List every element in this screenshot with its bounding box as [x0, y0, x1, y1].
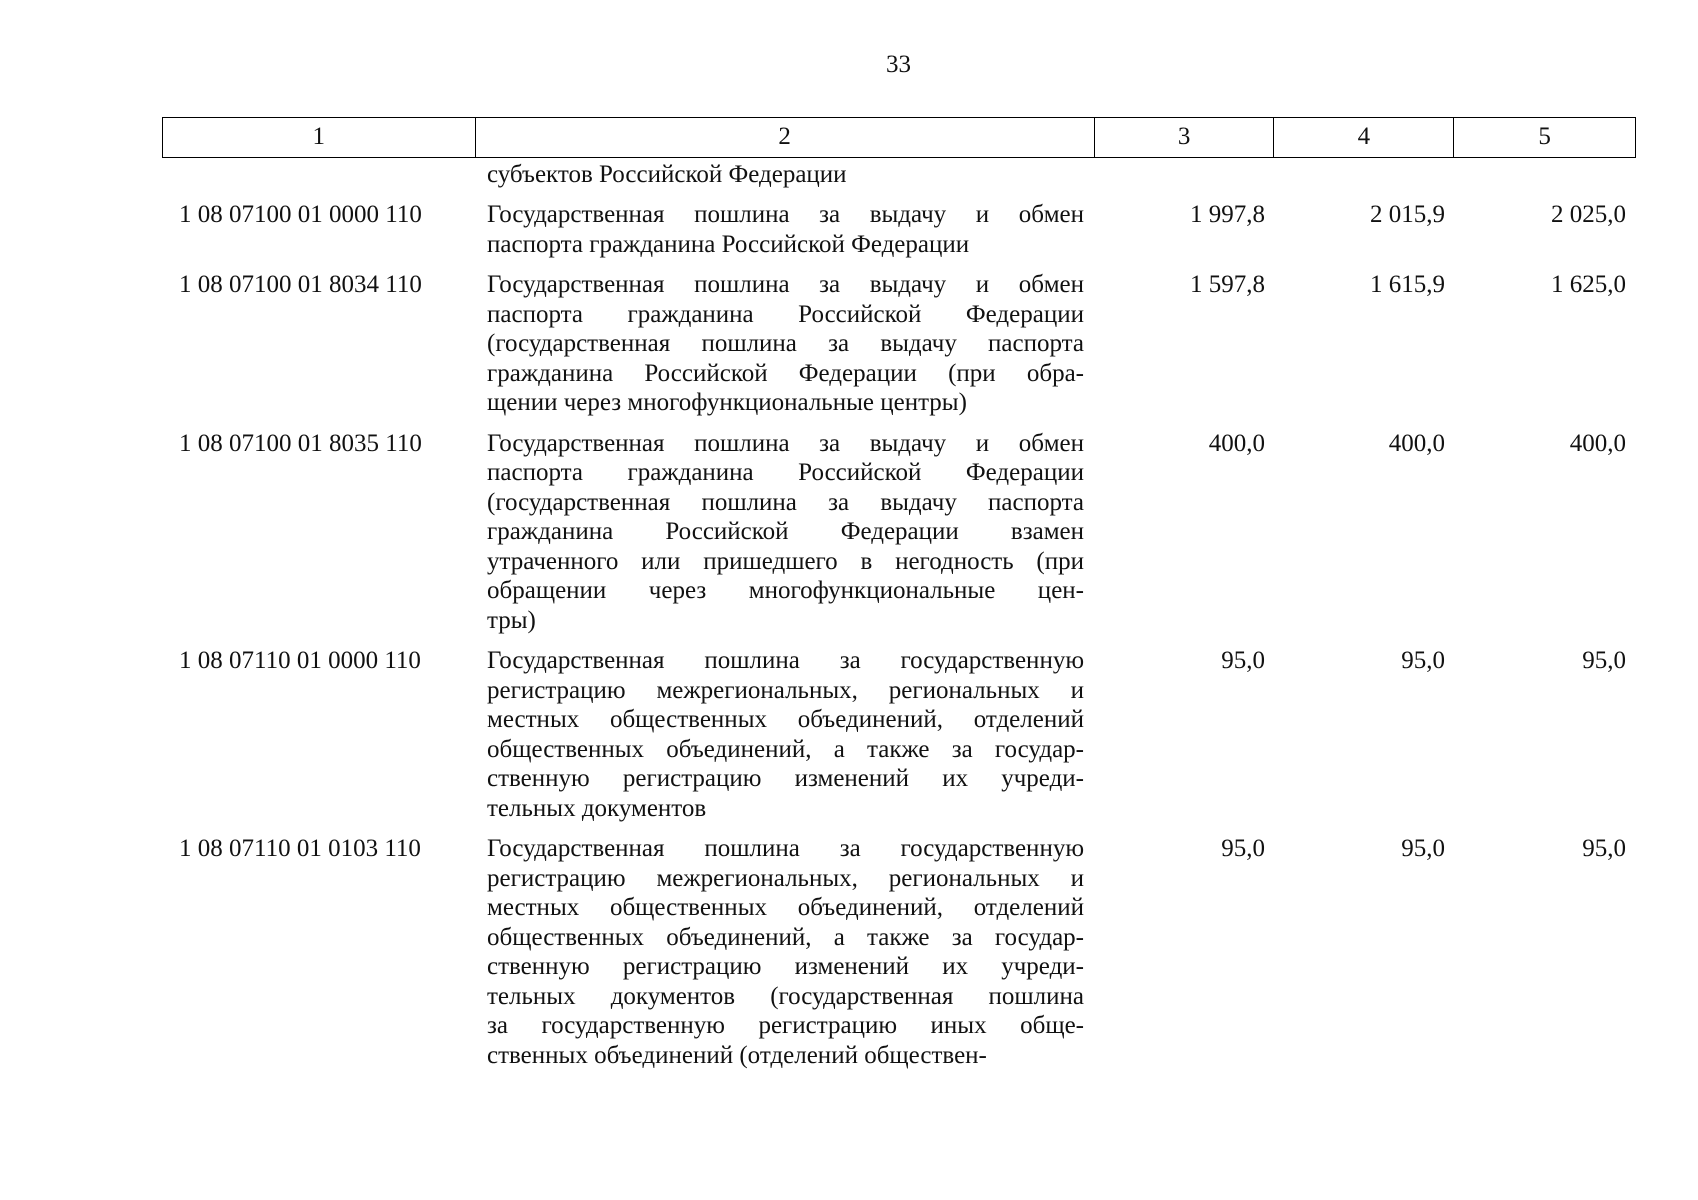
description-line: обращении через многофункциональные цен-	[487, 577, 1084, 604]
description-line: регистрацию межрегиональных, региональных и	[487, 676, 1084, 704]
table-row	[162, 200, 1636, 259]
description-line: Государственная пошлина за выдачу и обмен	[487, 271, 1084, 298]
budget-code: 1 08 07100 01 0000 110	[179, 201, 422, 228]
description-line: гражданина Российской Федерации (при обра-	[487, 359, 1084, 387]
description-line: местных общественных объединений, отделений	[487, 706, 1084, 733]
description-line: Государственная пошлина за государственную	[487, 835, 1084, 862]
description-line: тры)	[487, 606, 536, 634]
value-col-4: 2 015,9	[1370, 201, 1445, 228]
income-description	[475, 834, 1095, 1070]
value-col-4: 95,0	[1401, 647, 1445, 674]
description-line: местных общественных объединений, отделений	[487, 894, 1084, 921]
table-header	[162, 117, 1636, 158]
description-line: регистрацию межрегиональных, региональных и	[487, 864, 1084, 892]
value-col-5: 400,0	[1569, 429, 1626, 457]
value-col-5: 95,0	[1582, 647, 1626, 674]
value-col-3: 1 597,8	[1190, 271, 1265, 298]
description-line: общественных объединений, а также за государ-	[487, 923, 1084, 951]
description-line: щении через многофункциональные центры)	[487, 389, 967, 416]
value-col-4: 95,0	[1401, 835, 1445, 862]
budget-code: 1 08 07100 01 8035 110	[179, 429, 422, 457]
value-col-3: 95,0	[1221, 647, 1265, 674]
value-col-5: 1 625,0	[1551, 271, 1626, 298]
header-cell-4: 4	[1274, 118, 1454, 157]
value-col-3: 400,0	[1208, 429, 1265, 457]
description-line: за государственную регистрацию иных обще-	[487, 1012, 1084, 1039]
value-col-5: 95,0	[1582, 835, 1626, 862]
description-line: общественных объединений, а также за государ-	[487, 735, 1084, 763]
continuation-text: субъектов Российской Федерации	[487, 161, 847, 188]
description-line: Государственная пошлина за выдачу и обмен	[487, 429, 1084, 457]
description-line: паспорта гражданина Российской Федерации	[487, 230, 970, 258]
header-cell-3: 3	[1095, 118, 1275, 157]
value-col-3: 95,0	[1221, 835, 1265, 862]
header-cell-1: 1	[163, 118, 476, 157]
description-line: Государственная пошлина за выдачу и обмен	[487, 201, 1084, 228]
value-col-5: 2 025,0	[1551, 201, 1626, 228]
description-line: ственную регистрацию изменений их учреди-	[487, 765, 1084, 792]
description-line: ственных объединений (отделений обществен-	[487, 1041, 987, 1069]
description-line: гражданина Российской Федерации взамен	[487, 518, 1084, 545]
header-cell-5: 5	[1538, 123, 1551, 150]
description-line: утраченного или пришедшего в негодность (при	[487, 547, 1084, 575]
table-row	[162, 270, 1636, 418]
table-row	[162, 646, 1636, 823]
description-line: ственную регистрацию изменений их учреди-	[487, 953, 1084, 980]
income-description	[475, 270, 1095, 418]
description-line: паспорта гражданина Российской Федерации	[487, 459, 1084, 486]
header-cell-2: 2	[476, 118, 1095, 157]
table-body	[162, 200, 1636, 1081]
budget-code: 1 08 07110 01 0000 110	[179, 647, 421, 674]
description-line: Государственная пошлина за государственную	[487, 647, 1084, 674]
table-row	[162, 834, 1636, 1070]
description-line: тельных документов (государственная пошлина	[487, 982, 1084, 1010]
income-description	[475, 646, 1095, 823]
income-description	[475, 429, 1095, 636]
income-description	[475, 200, 1095, 259]
description-line: (государственная пошлина за выдачу паспорта	[487, 488, 1084, 516]
budget-code: 1 08 07110 01 0103 110	[179, 835, 421, 862]
description-line: тельных документов	[487, 794, 707, 822]
budget-code: 1 08 07100 01 8034 110	[179, 271, 422, 298]
value-col-3: 1 997,8	[1190, 201, 1265, 228]
table-row	[162, 429, 1636, 636]
value-col-4: 400,0	[1388, 429, 1445, 457]
description-line: (государственная пошлина за выдачу паспорта	[487, 330, 1084, 357]
description-line: паспорта гражданина Российской Федерации	[487, 300, 1084, 328]
page-number: 33	[886, 51, 911, 78]
value-col-4: 1 615,9	[1370, 271, 1445, 298]
